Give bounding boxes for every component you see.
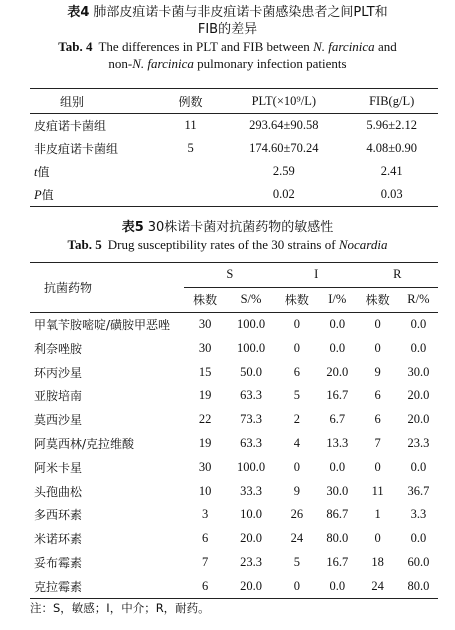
table5-cell-s-pct: 50.0 <box>240 364 262 379</box>
table4-title-en-species1: N. farcinica <box>313 39 375 54</box>
table5-cell-drug: 多西环素 <box>34 508 83 523</box>
table4-header-fib: FIB(g/L) <box>345 89 438 114</box>
table5-cell-i-pct: 0.0 <box>329 459 346 474</box>
table5-footnote: 注：S，敏感；I，中介；R，耐药。 <box>30 601 210 615</box>
table5-cell-s-pct: 33.3 <box>240 483 262 498</box>
table-row <box>30 455 438 479</box>
table-row <box>30 574 438 598</box>
table5-cell-r-count: 11 <box>371 483 384 498</box>
table-row <box>30 503 438 527</box>
table5-header-drug: 抗菌药物 <box>30 263 184 313</box>
table-row <box>30 312 438 336</box>
table5-cell-r-pct: 20.0 <box>407 388 430 403</box>
table5-cell-i-count: 0 <box>276 574 318 598</box>
table5-label-en: Tab. 5 <box>67 237 102 252</box>
table5-header-r-pct: R/% <box>399 287 438 312</box>
table5-cell-s-count: 19 <box>198 435 212 450</box>
table4-cell-plt: 293.64±90.58 <box>249 118 319 132</box>
table-row <box>30 479 438 503</box>
table5-cell-s-count: 6 <box>184 574 226 598</box>
table5-cell-drug: 克拉霉素 <box>30 574 184 598</box>
table4-stat-p-fib: 0.03 <box>345 183 438 207</box>
table5-title-en: Drug susceptibility rates of the 30 strains of <box>107 237 339 252</box>
table4-title-en-b: and <box>374 39 397 54</box>
table5-cell-r-count: 24 <box>357 574 399 598</box>
table5-cell-s-pct: 63.3 <box>240 435 262 450</box>
table5-cell-drug: 妥布霉素 <box>34 555 83 570</box>
table5-cell-r-pct: 80.0 <box>399 574 438 598</box>
table4-cell-count: 5 <box>187 141 194 155</box>
table4-header-row <box>30 89 438 114</box>
table5-cell-i-count: 26 <box>290 507 304 522</box>
table5-cell-i-pct: 20.0 <box>326 364 349 379</box>
table4-cell-plt: 174.60±70.24 <box>249 141 319 155</box>
table5-cell-r-count: 0 <box>374 531 381 546</box>
table5-cell-s-count: 7 <box>202 554 209 569</box>
table5-cell-i-pct: 0.0 <box>329 340 346 355</box>
table5-cell-s-count: 15 <box>198 364 212 379</box>
table4-cell-group: 皮疽诺卡菌组 <box>34 119 107 133</box>
table-row <box>30 384 438 408</box>
table5-cell-s-pct: 20.0 <box>240 531 262 546</box>
table4-stat-t-fib: 2.41 <box>380 164 403 178</box>
table5-cell-i-count: 4 <box>293 435 301 450</box>
table-row <box>30 160 438 183</box>
table5-cell-drug: 头孢曲松 <box>34 484 83 499</box>
table4-cell-empty <box>159 160 222 183</box>
table4-title-cn-line1: 肺部皮疽诺卡菌与非皮疽诺卡菌感染患者之间PLT和 <box>93 5 388 20</box>
table5-cell-s-pct: 23.3 <box>240 554 262 569</box>
table5-cell-drug: 米诺环素 <box>34 532 83 547</box>
table5-cell-r-pct: 30.0 <box>407 364 430 379</box>
table5-cell-i-count: 9 <box>293 483 301 498</box>
table5-cell-i-pct: 0.0 <box>329 316 346 331</box>
table5-cell-s-pct: 100.0 <box>236 459 266 474</box>
table5-cell-r-pct: 0.0 <box>410 316 427 331</box>
table5-cell-s-count: 30 <box>198 459 212 474</box>
table-row <box>30 183 438 207</box>
table5-cell-r-pct: 60.0 <box>407 554 430 569</box>
table5-cell-s-count: 6 <box>202 531 209 546</box>
table5-cell-i-pct: 16.7 <box>326 388 349 403</box>
table5-cell-r-count: 6 <box>374 388 381 403</box>
table4-label-en: Tab. 4 <box>58 39 93 54</box>
table5-cell-s-count: 3 <box>202 507 209 522</box>
table5-cell-r-pct: 0.0 <box>410 340 427 355</box>
table5-cell-i-count: 0 <box>293 459 301 474</box>
table5-cell-i-count: 24 <box>290 531 304 546</box>
table5-cell-i-pct: 16.7 <box>326 554 349 569</box>
table5-header-i-pct: I/% <box>318 287 357 312</box>
table4-title-en-a: The differences in PLT and FIB between <box>98 39 314 54</box>
table4-stat-p-label <box>30 183 159 207</box>
table5-cell-s-pct: 73.3 <box>240 412 262 427</box>
table5-cell-s-pct: 100.0 <box>236 316 266 331</box>
table5-cell-s-pct: 63.3 <box>240 388 262 403</box>
table5-cell-i-count: 2 <box>293 412 301 427</box>
table4-stat-p-plt: 0.02 <box>222 183 345 207</box>
table5-cell-s-count: 30 <box>198 340 212 355</box>
table5-title-cn: 30株诺卡菌对抗菌药物的敏感性 <box>147 220 334 235</box>
table4-stat-t-symbol: t <box>34 165 38 179</box>
table5-cell-s-count: 22 <box>198 412 212 427</box>
table4 <box>30 88 438 207</box>
table4-title-en-c: non- <box>108 56 133 71</box>
table5-header-row-groups <box>30 263 438 288</box>
table5-cell-i-pct: 13.3 <box>326 435 349 450</box>
table5-cell-r-pct: 0.0 <box>410 531 427 546</box>
table4-header-group: 组别 <box>30 89 159 114</box>
table5-label-cn: 表5 <box>121 220 144 235</box>
table-row <box>30 336 438 360</box>
table5-cell-s-pct: 100.0 <box>236 340 266 355</box>
table5-header-s-pct: S/% <box>226 287 276 312</box>
table5-header-r: R <box>357 263 438 288</box>
table4-stat-p-suffix: 值 <box>41 188 54 202</box>
table5 <box>30 262 438 599</box>
table5-cell-s-pct: 20.0 <box>226 574 276 598</box>
table5-cell-s-count: 10 <box>198 483 212 498</box>
table5-cell-i-pct: 30.0 <box>326 483 349 498</box>
table4-stat-p-symbol: P <box>34 188 42 202</box>
table5-cell-r-count: 7 <box>374 435 381 450</box>
table4-cell-empty <box>159 183 222 207</box>
table5-cell-s-count: 30 <box>198 316 212 331</box>
table5-cell-i-count: 6 <box>293 364 301 379</box>
table5-cell-r-pct: 20.0 <box>407 412 430 427</box>
table5-cell-i-pct: 86.7 <box>326 507 349 522</box>
table5-cell-i-pct: 0.0 <box>318 574 357 598</box>
table5-body <box>30 312 438 599</box>
table4-caption-en <box>0 38 455 55</box>
table5-cell-i-pct: 80.0 <box>326 531 349 546</box>
table5-caption-en <box>0 236 455 253</box>
table4-header-count: 例数 <box>159 89 222 114</box>
table5-cell-r-count: 1 <box>374 507 381 522</box>
table5-cell-i-count: 5 <box>293 554 301 569</box>
table5-cell-r-pct: 0.0 <box>410 459 427 474</box>
table5-cell-r-pct: 23.3 <box>407 435 430 450</box>
table-row <box>30 360 438 384</box>
table4-title-cn-line2: FIB的差异 <box>197 22 258 37</box>
table4-caption <box>0 4 455 72</box>
table4-title-en-d: pulmonary infection patients <box>193 56 347 71</box>
table5-cell-r-count: 9 <box>374 364 381 379</box>
table5-cell-drug: 莫西沙星 <box>34 413 83 428</box>
table5-cell-s-pct: 10.0 <box>240 507 262 522</box>
table4-label-cn: 表4 <box>67 5 90 20</box>
table4-cell-fib: 4.08±0.90 <box>366 141 417 155</box>
table4-cell-fib: 5.96±2.12 <box>366 118 417 132</box>
table-row <box>30 137 438 160</box>
table4-stat-t-suffix: 值 <box>37 165 50 179</box>
table5-title-en-genus: Nocardia <box>338 237 388 252</box>
table5-cell-r-count: 0 <box>374 340 381 355</box>
table5-cell-i-count: 0 <box>293 316 301 331</box>
table5-header-i-count: 株数 <box>276 287 318 312</box>
table5-caption <box>0 219 455 253</box>
table5-cell-drug: 阿米卡星 <box>34 460 83 475</box>
table4-cell-count: 11 <box>184 118 197 132</box>
table5-header-s: S <box>184 263 276 288</box>
table5-cell-drug: 甲氧苄胺嘧啶/磺胺甲恶唑 <box>34 317 171 332</box>
table4-stat-t-label <box>30 160 159 183</box>
table5-cell-drug: 亚胺培南 <box>34 389 83 404</box>
table5-cell-r-pct: 36.7 <box>407 483 430 498</box>
table5-cell-i-pct: 6.7 <box>329 412 346 427</box>
table5-cell-i-count: 5 <box>293 388 301 403</box>
table5-cell-drug: 阿莫西林/克拉维酸 <box>34 436 135 451</box>
table-row <box>30 114 438 138</box>
table5-cell-r-count: 0 <box>374 459 381 474</box>
table5-cell-i-count: 0 <box>293 340 301 355</box>
table4-cell-group: 非皮疽诺卡菌组 <box>34 142 119 156</box>
table5-header-i: I <box>276 263 357 288</box>
table5-cell-drug: 环丙沙星 <box>34 365 83 380</box>
table4-title-en-species2: N. farcinica <box>132 56 194 71</box>
table5-cell-r-count: 18 <box>371 554 384 569</box>
table4-caption-cn <box>0 4 455 21</box>
table-row <box>30 527 438 551</box>
table-row <box>30 551 438 575</box>
table5-header-r-count: 株数 <box>357 287 399 312</box>
table5-cell-r-count: 0 <box>374 316 381 331</box>
table4-stat-t-plt: 2.59 <box>272 164 295 178</box>
table4-caption-en-line2 <box>0 55 455 72</box>
table5-caption-cn <box>0 219 455 236</box>
table-row <box>30 432 438 456</box>
table-row <box>30 408 438 432</box>
table5-cell-drug: 利奈唑胺 <box>34 341 83 356</box>
table4-header-plt: PLT(×10⁹/L) <box>222 89 345 114</box>
table5-header-s-count: 株数 <box>184 287 226 312</box>
table5-cell-s-count: 19 <box>198 388 212 403</box>
table5-cell-r-count: 6 <box>374 412 381 427</box>
table5-cell-r-pct: 3.3 <box>410 507 427 522</box>
